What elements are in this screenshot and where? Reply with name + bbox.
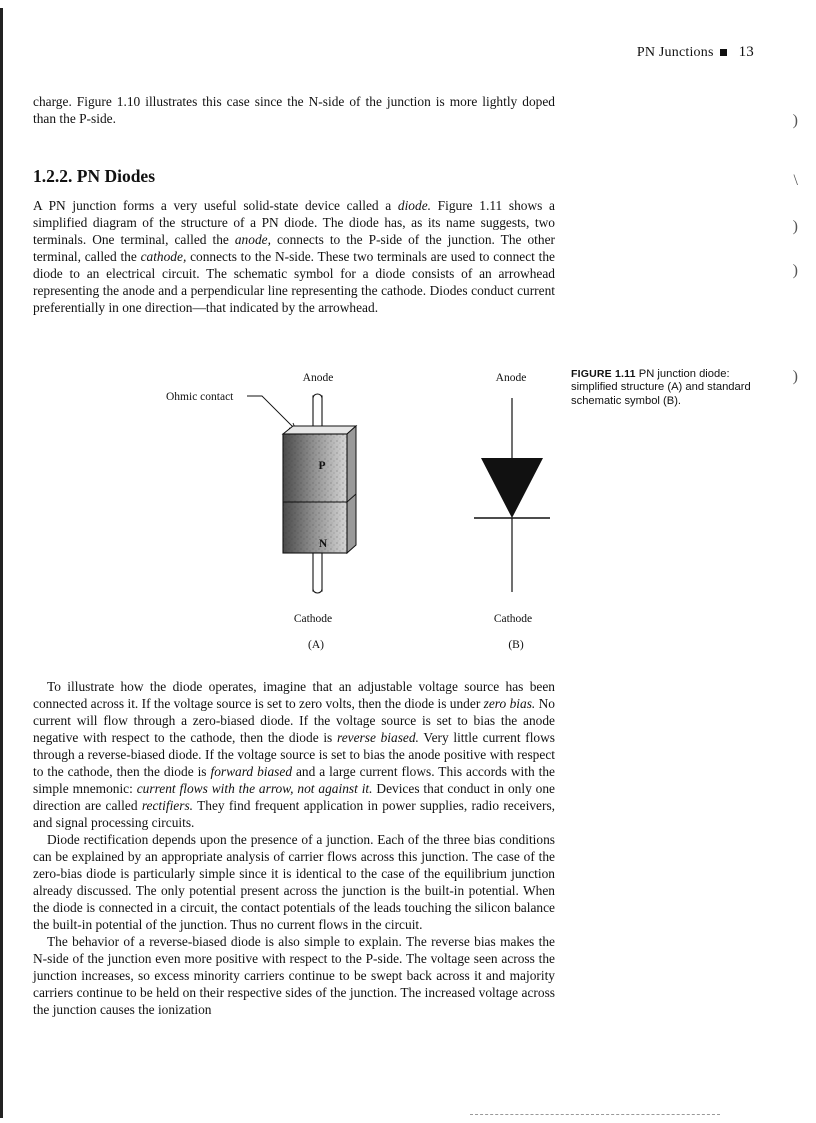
running-head-section: PN Junctions bbox=[636, 45, 714, 60]
square-bullet-icon bbox=[720, 49, 727, 56]
section-heading bbox=[33, 166, 155, 187]
scan-artifact-line bbox=[470, 1114, 720, 1116]
ohmic-leader-line bbox=[247, 396, 296, 430]
text-run: No current will flow through a zero-biased diode. If the voltage source is set to bias the anode negative with respect to the cathode, then the diode is bbox=[33, 696, 555, 745]
page-spine-edge bbox=[0, 8, 3, 1118]
text-run: They find frequent application in power supplies, radio receivers, and signal processing circuits. bbox=[33, 798, 556, 830]
diode-intro-paragraph bbox=[33, 197, 555, 316]
diode-figure-svg bbox=[150, 362, 570, 652]
emphasized-term: forward biased bbox=[210, 764, 293, 779]
text-run: Devices that conduct in only one direction are called bbox=[33, 781, 555, 813]
crystal-side-face bbox=[347, 426, 356, 553]
diode-operation-section bbox=[33, 678, 555, 1018]
figure-caption-text: PN junction diode: simplified structure (A) and standard schematic symbol (B). bbox=[571, 368, 751, 407]
anode-label-b: Anode bbox=[495, 372, 527, 384]
emphasized-term: anode, bbox=[234, 232, 271, 247]
zero-reverse-forward-paragraph bbox=[33, 678, 555, 831]
cathode-label-a: Cathode bbox=[293, 613, 333, 625]
page-number: 13 bbox=[738, 44, 754, 60]
emphasized-term: diode. bbox=[397, 198, 431, 213]
section-title: PN Diodes bbox=[76, 166, 156, 186]
panel-label-b: (B) bbox=[508, 639, 524, 651]
emphasized-term: current flows with the arrow, not against it. bbox=[136, 781, 373, 796]
diode-arrowhead-icon bbox=[481, 458, 543, 518]
anode-lead-cap bbox=[313, 394, 322, 398]
cathode-lead bbox=[313, 553, 322, 591]
text-run: connects to the N-side. These two terminals are used to connect the diode to an electrical circuit. The schematic symbol for a diode consists of an arrowhead representing the anode and a perpendicular line representing the cathode. Diodes conduct current preferentially in one direction—that indicated by the arrowhead. bbox=[33, 249, 555, 315]
p-region-label: P bbox=[318, 460, 326, 472]
figure-1-11 bbox=[150, 362, 570, 652]
rectification-paragraph: Diode rectification depends upon the presence of a junction. Each of the three bias conditions can be explained by an appropriate analysis of carrier flows across this junction. The case of the zero-bias diode is particularly simple since it is identical to the case of the equilibrium junction already discussed. The only potential present across the junction is the built-in potential. When the diode is connected in a circuit, the contact potentials of the leads touching the silicon balance the built-in potential of the junction. Thus no current flows in the circuit. bbox=[33, 832, 555, 932]
cathode-lead-cap bbox=[313, 589, 322, 593]
ohmic-contact-label: Ohmic contact bbox=[166, 391, 234, 403]
figure-caption-label: FIGURE 1.11 bbox=[571, 368, 636, 380]
reverse-bias-paragraph: The behavior of a reverse-biased diode is also simple to explain. The reverse bias makes the N-side of the junction even more positive with respect to the P-side. The voltage seen across the junction increases, so excess minority carriers continue to be swept back across it and majority carriers continue to be held on their respective sides of the junction. The increased voltage across the junction causes the ionization bbox=[33, 934, 555, 1017]
cathode-label-b: Cathode bbox=[493, 613, 533, 625]
figure-caption bbox=[571, 368, 771, 408]
anode-label-a: Anode bbox=[302, 372, 334, 384]
intro-paragraph: charge. Figure 1.10 illustrates this case since the N-side of the junction is more lightly doped than the P-side. bbox=[33, 94, 555, 126]
emphasized-term: rectifiers. bbox=[141, 798, 194, 813]
text-run: and a large current flows. This accords with the simple mnemonic: bbox=[33, 764, 555, 796]
text-run: Figure 1.11 shows a simplified diagram of the structure of a PN diode. The diode has, as its name suggests, two terminals. One terminal, called the bbox=[33, 198, 555, 247]
running-head bbox=[637, 44, 754, 61]
emphasized-term: cathode, bbox=[140, 249, 187, 264]
emphasized-term: reverse biased. bbox=[336, 730, 419, 745]
panel-label-a: (A) bbox=[308, 639, 324, 651]
section-number: 1.2.2. bbox=[33, 166, 73, 186]
text-run: connects to the P-side of the junction. The other terminal, called the bbox=[33, 232, 555, 264]
crystal-top-face bbox=[283, 426, 356, 434]
crystal-texture bbox=[283, 434, 347, 553]
emphasized-term: zero bias. bbox=[483, 696, 536, 711]
text-run: Very little current flows through a reverse-biased diode. If the voltage source is set to bias the anode positive with respect to the cathode, then the diode is bbox=[33, 730, 555, 779]
text-run: To illustrate how the diode operates, imagine that an adjustable voltage source has been connected across it. If the voltage source is set to zero volts, then the diode is under bbox=[33, 679, 555, 711]
book-page: PN Junctions 13 charge. Figure 1.10 illustrates this case since the N-side of the junction is more lightly doped than the P-side. 1.2.2. PN Diodes A PN junction forms a very useful solid-state device called a diode. Figure 1.11 shows a simplified diagram of the structure of a PN diode. The diode has, as its name suggests, two terminals. One terminal, called the anode, connects to the P-side of the junction. The other terminal, called the cathode, connects to the N-side. These two terminals are used to connect the diode to an electrical circuit. The schematic symbol for a diode consists of an arrowhead representing the anode and a perpendicular line representing the cathode. Diodes conduct current preferentially in one direction—that indicated by the arrowhead. Anode Ohmic contact P N Cathode (A) Anode Cathode (B) FIGURE 1.11 PN junction diode: simplified structure (A) and standard schematic symbol (B). To illustrate how the diode operates, imagine that an adjustable voltage source has been connected across it. If the voltage source is set to zero volts, then the diode is under zero bias. No current will flow through a zero-biased diode. If the voltage source is set to bias the anode negative with respect to the cathode, then the diode is reverse biased. Very little current flows through a reverse-biased diode. If the voltage source is set to bias the anode positive with respect to the cathode, then the diode is forward biased and a large current flows. This accords with the simple mnemonic: current flows with the arrow, not against it. Devices that conduct in only one direction are called rectifiers. They find frequent application in power supplies, radio receivers, and signal processing circuits. Diode rectification depends upon the presence of a junction. Each of the three bias conditions can be explained by an appropriate analysis of carrier flows across this junction. The case of the zero-bias diode is particularly simple since it is identical to the case of the equilibrium junction already discussed. The only potential present across the junction is the built-in potential. When the diode is connected in a circuit, the contact potentials of the leads touching the silicon balance the built-in potential of the junction. Thus no current flows in the circuit. The behavior of a reverse-biased diode is also simple to explain. The reverse bias makes the N-side of the junction even more positive with respect to the P-side. The voltage seen across the junction increases, so excess minority carriers continue to be swept back across it and majority carriers continue to be held on their respective sides of the junction. The increased voltage across the junction causes the ionization ) \ ) ) ) bbox=[0, 0, 816, 1123]
text-run: A PN junction forms a very useful solid-state device called a bbox=[33, 198, 398, 213]
n-region-label: N bbox=[318, 538, 328, 550]
